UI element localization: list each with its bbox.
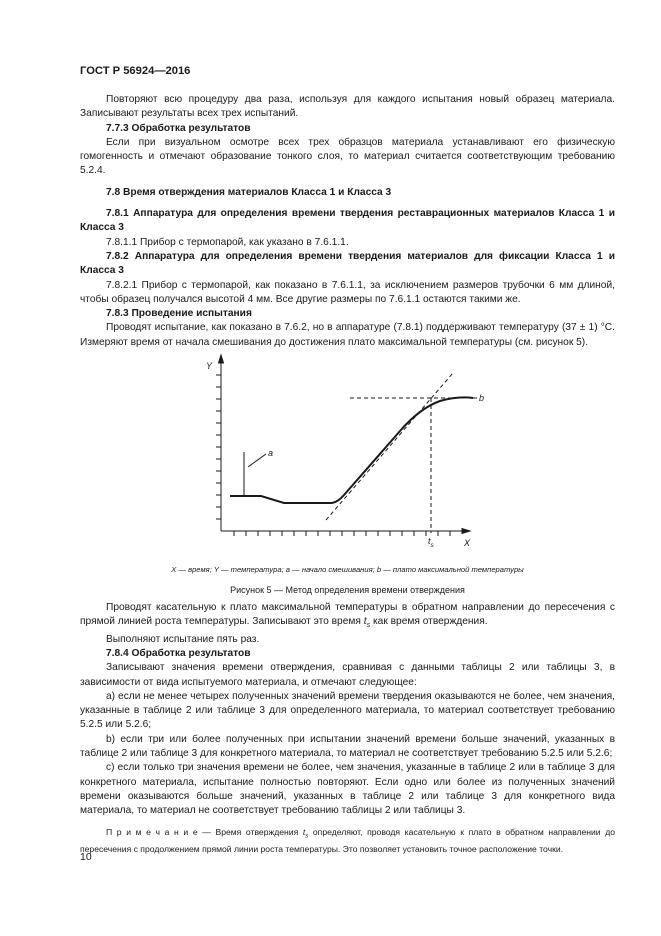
section-heading-7-8-2: 7.8.2 Аппаратура для определения времени твердения материалов для фиксации Класса 1 и Класса 3 bbox=[80, 250, 615, 277]
section-heading-7-8-3: 7.8.3 Проведение испытания bbox=[106, 308, 252, 320]
y-axis-arrow bbox=[219, 355, 224, 363]
x-axis-arrow bbox=[462, 529, 470, 534]
document-code: ГОСТ Р 56924—2016 bbox=[80, 65, 191, 77]
figure-caption: Рисунок 5 — Метод определения времени отверждения bbox=[230, 585, 465, 596]
section-heading-7-8-1: 7.8.1 Аппаратура для определения времени твердения реставрационных материалов Класса 1 и Класса 3 bbox=[80, 208, 615, 234]
label-b: b bbox=[479, 393, 485, 404]
list-item-b: b) если три или более полученных при испытании значений времени больше значений, указанных в таблице 2 или таблице 3 для конкретного материала, то материал не соответствует требованию 5.2.5 или 5.2.6; bbox=[80, 733, 615, 760]
paragraph: Если при визуальном осмотре всех трех образцов материала устанавливают его физическую гомогенность и отмечают образование тонкого слоя, то материал считается соответствующим требованию 5.2.4. bbox=[80, 136, 615, 177]
document-body bbox=[80, 93, 615, 855]
paragraph: 7.8.2.1 Прибор с термопарой, как показано в 7.6.1.1, за исключением размеров трубочки 6 мм длиной, чтобы образец получался высотой 4 мм. Все другие размеры по 7.6.1.1 остаются такими же. bbox=[80, 279, 615, 305]
y-axis-label: Y bbox=[206, 361, 213, 372]
y-axis-ticks bbox=[216, 375, 221, 519]
list-item-a: а) если не менее четырех полученных значений времени твердения оказываются не более, чем значения, указанные в таблице 2 или таблице 3 для определенного материала, то материал соответствует требованию 5.2.5 или 5.2.6; bbox=[80, 690, 615, 731]
figure-legend: X — время; Y — температура; a — начало смешивания; b — плато максимальной температуры bbox=[171, 565, 524, 575]
note: П р и м е ч а н и е — Время отверждения $t_s$ определяют, проводя касательную к плато в обратном направлении до пересечения с продолжением прямой линии роста температуры. Это позволяет установить точное расположение точки. bbox=[80, 826, 616, 854]
section-heading-7-8-4: 7.8.4 Обработка результатов bbox=[106, 647, 251, 659]
rising-line-extension-dashed bbox=[326, 373, 453, 520]
page-number: 10 bbox=[80, 851, 92, 863]
ts-tick-label: $t_s$ bbox=[428, 536, 434, 550]
x-axis-ticks bbox=[234, 531, 450, 536]
paragraph: Повторяют всю процедуру два раза, используя для каждого испытания новый образец материала. Записывают результаты всех трех испытаний. bbox=[80, 94, 615, 120]
paragraph: Проводят касательную к плато максимальной температуры в обратном направлении до пересечения с прямой линией роста температуры. Записывают это время $t_s$ как время отверждения. bbox=[80, 602, 615, 630]
paragraph: 7.8.1.1 Прибор с термопарой, как указано в 7.6.1.1. bbox=[106, 236, 349, 248]
temperature-curve bbox=[230, 397, 473, 503]
label-a: a bbox=[268, 448, 274, 459]
paragraph: Записывают значения времени отверждения, сравнивая с данными таблицы 2 или таблицы 3, в зависимости от вида испытуемого материала, и отмечают следующее: bbox=[80, 662, 615, 688]
section-heading-7-7-3: 7.7.3 Обработка результатов bbox=[106, 122, 251, 134]
paragraph: Выполняют испытание пять раз. bbox=[106, 633, 260, 645]
curing-time-plot bbox=[80, 353, 615, 563]
x-axis-label: X bbox=[464, 538, 471, 549]
list-item-c: с) если только три значения времени не более, чем значения, указанные в таблице 2 или в таблице 3 для конкретного материала, испытание полностью повторяют. Если одно или более из полученных значений времени оказываются больше значений, указанных в таблице 2 или таблице 3 для конкретного вида материала, то материал не соответствует требованию таблицы 2 или таблицы 3. bbox=[80, 762, 615, 817]
figure-5 bbox=[80, 353, 615, 601]
paragraph: Проводят испытание, как показано в 7.6.2, но в аппаратуре (7.8.1) поддерживают температуру (37 ± 1) °С. Измеряют время от начала смешивания до достижения плато максимальной температуры (см. рисунок 5). bbox=[80, 322, 615, 348]
section-heading-7-8: 7.8 Время отверждения материалов Класса 1 и Класса 3 bbox=[106, 186, 392, 198]
label-a-leader bbox=[248, 454, 266, 467]
